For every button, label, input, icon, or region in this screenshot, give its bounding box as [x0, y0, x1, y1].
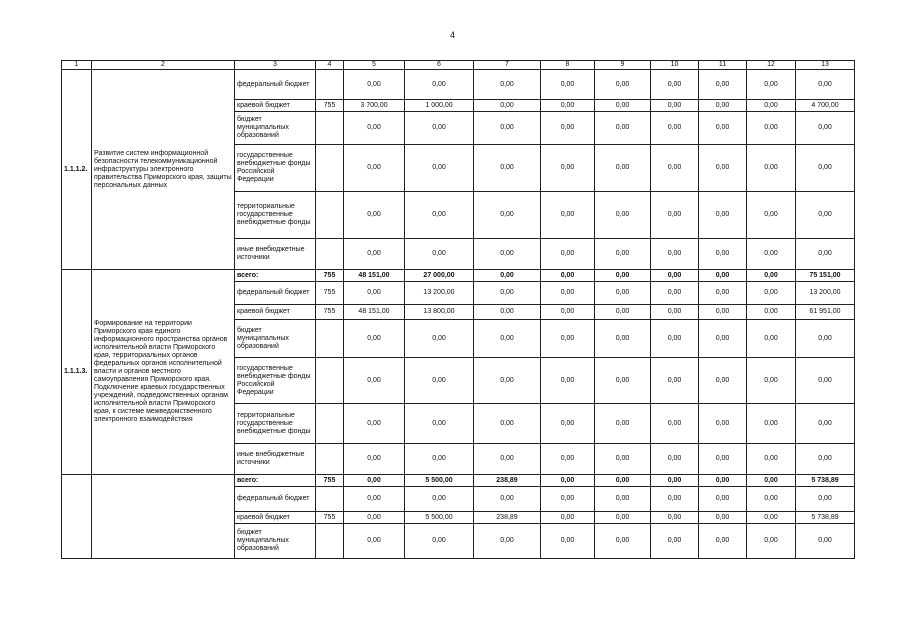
value-cell: 0,00: [405, 444, 474, 475]
funding-source: краевой бюджет: [235, 512, 316, 524]
code-cell: [316, 239, 344, 270]
header-cell: 10: [651, 61, 699, 70]
table-row: [62, 475, 855, 487]
value-cell: 5 738,89: [796, 475, 855, 487]
header-cell: 6: [405, 61, 474, 70]
value-cell: 0,00: [747, 358, 796, 404]
header-cell: 1: [62, 61, 92, 70]
value-cell: 238,89: [474, 512, 541, 524]
value-cell: 48 151,00: [344, 305, 405, 320]
header-row: [62, 61, 855, 70]
code-cell: [316, 320, 344, 358]
value-cell: 0,00: [651, 512, 699, 524]
funding-source: иные внебюджетные источники: [235, 239, 316, 270]
value-cell: 0,00: [474, 305, 541, 320]
code-cell: [316, 112, 344, 145]
page-number: 4: [449, 30, 455, 40]
code-cell: [316, 487, 344, 512]
funding-source: всего:: [235, 475, 316, 487]
value-cell: 3 700,00: [344, 100, 405, 112]
value-cell: 0,00: [796, 524, 855, 559]
value-cell: 0,00: [474, 239, 541, 270]
code-cell: 755: [316, 100, 344, 112]
value-cell: 0,00: [405, 320, 474, 358]
value-cell: 0,00: [595, 145, 651, 192]
value-cell: 0,00: [541, 305, 595, 320]
value-cell: 0,00: [651, 487, 699, 512]
value-cell: 0,00: [595, 404, 651, 444]
value-cell: 0,00: [699, 524, 747, 559]
value-cell: 75 151,00: [796, 270, 855, 282]
value-cell: 0,00: [595, 524, 651, 559]
value-cell: 0,00: [595, 70, 651, 100]
value-cell: 0,00: [405, 239, 474, 270]
value-cell: 0,00: [747, 145, 796, 192]
value-cell: 0,00: [474, 270, 541, 282]
item-code: 1.1.1.3.: [62, 270, 92, 475]
value-cell: 0,00: [595, 192, 651, 239]
value-cell: 0,00: [796, 112, 855, 145]
value-cell: 0,00: [474, 524, 541, 559]
value-cell: 0,00: [796, 320, 855, 358]
value-cell: 0,00: [747, 239, 796, 270]
value-cell: 0,00: [747, 100, 796, 112]
value-cell: 0,00: [651, 282, 699, 305]
value-cell: 0,00: [541, 524, 595, 559]
value-cell: 27 000,00: [405, 270, 474, 282]
value-cell: 13 200,00: [796, 282, 855, 305]
value-cell: 0,00: [595, 475, 651, 487]
value-cell: 0,00: [344, 282, 405, 305]
value-cell: 0,00: [699, 192, 747, 239]
value-cell: 0,00: [344, 475, 405, 487]
value-cell: 0,00: [747, 270, 796, 282]
value-cell: 0,00: [699, 358, 747, 404]
table-body: [62, 61, 855, 559]
code-cell: [316, 444, 344, 475]
funding-source: бюджет муниципальных образований: [235, 320, 316, 358]
funding-source: федеральный бюджет: [235, 282, 316, 305]
value-cell: 0,00: [747, 70, 796, 100]
value-cell: 0,00: [651, 444, 699, 475]
value-cell: 0,00: [651, 270, 699, 282]
header-cell: 7: [474, 61, 541, 70]
value-cell: 0,00: [699, 282, 747, 305]
value-cell: 13 800,00: [405, 305, 474, 320]
value-cell: 0,00: [541, 282, 595, 305]
value-cell: 0,00: [699, 444, 747, 475]
value-cell: 0,00: [541, 192, 595, 239]
value-cell: 0,00: [699, 145, 747, 192]
value-cell: 0,00: [747, 192, 796, 239]
item-name: Формирование на территории Приморского края единого информационного пространства органов исполнительной власти Приморского края, территориальных органов федеральных органов исполнительной власти и органов местного самоуправления Приморского края. Подключение краевых государственных учреждений, подведомственных органам исполнительной власти Приморского края, к системе межведомственного электронного взаимодействия: [92, 270, 235, 475]
value-cell: 0,00: [651, 100, 699, 112]
value-cell: 0,00: [344, 320, 405, 358]
value-cell: 0,00: [541, 512, 595, 524]
value-cell: 0,00: [651, 475, 699, 487]
value-cell: 0,00: [651, 192, 699, 239]
value-cell: 0,00: [541, 487, 595, 512]
funding-source: федеральный бюджет: [235, 487, 316, 512]
value-cell: 0,00: [405, 524, 474, 559]
table-row: [62, 70, 855, 100]
value-cell: 0,00: [796, 358, 855, 404]
value-cell: 0,00: [699, 100, 747, 112]
header-cell: 11: [699, 61, 747, 70]
funding-source: краевой бюджет: [235, 305, 316, 320]
table-row: [62, 270, 855, 282]
value-cell: 0,00: [474, 444, 541, 475]
value-cell: 0,00: [474, 100, 541, 112]
value-cell: 0,00: [541, 112, 595, 145]
value-cell: 0,00: [344, 239, 405, 270]
code-cell: [316, 192, 344, 239]
item-code: 1.1.1.2.: [62, 70, 92, 270]
code-cell: 755: [316, 475, 344, 487]
header-cell: 3: [235, 61, 316, 70]
code-cell: [316, 404, 344, 444]
value-cell: 0,00: [699, 475, 747, 487]
budget-table: [61, 60, 855, 559]
value-cell: 0,00: [747, 305, 796, 320]
value-cell: 0,00: [405, 358, 474, 404]
value-cell: 0,00: [699, 404, 747, 444]
value-cell: 0,00: [405, 192, 474, 239]
value-cell: 0,00: [595, 270, 651, 282]
value-cell: 0,00: [747, 404, 796, 444]
value-cell: 0,00: [541, 404, 595, 444]
value-cell: 0,00: [344, 524, 405, 559]
value-cell: 0,00: [699, 512, 747, 524]
funding-source: всего:: [235, 270, 316, 282]
value-cell: 0,00: [595, 305, 651, 320]
value-cell: 0,00: [405, 112, 474, 145]
funding-source: территориальные государственные внебюджетные фонды: [235, 404, 316, 444]
funding-source: иные внебюджетные источники: [235, 444, 316, 475]
value-cell: 0,00: [651, 112, 699, 145]
value-cell: 0,00: [474, 192, 541, 239]
value-cell: 0,00: [541, 320, 595, 358]
value-cell: 0,00: [595, 100, 651, 112]
value-cell: 0,00: [405, 487, 474, 512]
code-cell: 755: [316, 305, 344, 320]
value-cell: 0,00: [747, 512, 796, 524]
value-cell: 0,00: [595, 444, 651, 475]
value-cell: 0,00: [747, 444, 796, 475]
code-cell: [316, 70, 344, 100]
value-cell: 0,00: [541, 145, 595, 192]
header-cell: 8: [541, 61, 595, 70]
header-cell: 9: [595, 61, 651, 70]
value-cell: 1 000,00: [405, 100, 474, 112]
value-cell: 4 700,00: [796, 100, 855, 112]
value-cell: 0,00: [595, 487, 651, 512]
value-cell: 0,00: [595, 239, 651, 270]
value-cell: 0,00: [651, 70, 699, 100]
value-cell: 0,00: [595, 358, 651, 404]
value-cell: 0,00: [796, 487, 855, 512]
value-cell: 0,00: [796, 145, 855, 192]
value-cell: 5 500,00: [405, 512, 474, 524]
value-cell: 0,00: [344, 444, 405, 475]
value-cell: 0,00: [699, 70, 747, 100]
item-code: [62, 475, 92, 559]
code-cell: [316, 145, 344, 192]
value-cell: 0,00: [344, 512, 405, 524]
header-cell: 4: [316, 61, 344, 70]
value-cell: 0,00: [344, 358, 405, 404]
code-cell: 755: [316, 270, 344, 282]
funding-source: территориальные государственные внебюджетные фонды: [235, 192, 316, 239]
item-name: Развитие систем информационной безопасности телекоммуникационной инфраструктуры электронного правительства Приморского края, защиты персональных данных: [92, 70, 235, 270]
value-cell: 0,00: [699, 487, 747, 512]
value-cell: 5 738,89: [796, 512, 855, 524]
value-cell: 0,00: [474, 112, 541, 145]
value-cell: 0,00: [747, 487, 796, 512]
value-cell: 0,00: [344, 192, 405, 239]
value-cell: 0,00: [344, 487, 405, 512]
code-cell: [316, 358, 344, 404]
value-cell: 238,89: [474, 475, 541, 487]
value-cell: 48 151,00: [344, 270, 405, 282]
value-cell: 0,00: [541, 70, 595, 100]
value-cell: 0,00: [595, 282, 651, 305]
value-cell: 0,00: [747, 282, 796, 305]
value-cell: 0,00: [796, 192, 855, 239]
value-cell: 0,00: [474, 358, 541, 404]
header-cell: 2: [92, 61, 235, 70]
value-cell: 0,00: [796, 70, 855, 100]
value-cell: 0,00: [747, 475, 796, 487]
value-cell: 0,00: [541, 270, 595, 282]
value-cell: 0,00: [651, 305, 699, 320]
value-cell: 0,00: [595, 112, 651, 145]
value-cell: 0,00: [651, 524, 699, 559]
code-cell: 755: [316, 282, 344, 305]
value-cell: 0,00: [796, 444, 855, 475]
value-cell: 0,00: [405, 70, 474, 100]
value-cell: 0,00: [474, 404, 541, 444]
value-cell: 0,00: [344, 145, 405, 192]
value-cell: 13 200,00: [405, 282, 474, 305]
value-cell: 0,00: [474, 487, 541, 512]
value-cell: 0,00: [651, 404, 699, 444]
item-name: [92, 475, 235, 559]
value-cell: 0,00: [474, 145, 541, 192]
value-cell: 0,00: [699, 270, 747, 282]
value-cell: 0,00: [651, 358, 699, 404]
value-cell: 0,00: [699, 239, 747, 270]
funding-source: федеральный бюджет: [235, 70, 316, 100]
funding-source: государственные внебюджетные фонды Российской Федерации: [235, 145, 316, 192]
code-cell: [316, 524, 344, 559]
value-cell: 0,00: [595, 512, 651, 524]
value-cell: 0,00: [405, 404, 474, 444]
funding-source: государственные внебюджетные фонды Российской Федерации: [235, 358, 316, 404]
header-cell: 13: [796, 61, 855, 70]
value-cell: 0,00: [541, 358, 595, 404]
value-cell: 61 951,00: [796, 305, 855, 320]
value-cell: 0,00: [474, 320, 541, 358]
value-cell: 0,00: [541, 475, 595, 487]
value-cell: 0,00: [344, 70, 405, 100]
value-cell: 0,00: [541, 444, 595, 475]
value-cell: 0,00: [344, 112, 405, 145]
code-cell: 755: [316, 512, 344, 524]
value-cell: 0,00: [474, 70, 541, 100]
value-cell: 0,00: [474, 282, 541, 305]
value-cell: 0,00: [699, 305, 747, 320]
funding-source: бюджет муниципальных образований: [235, 112, 316, 145]
value-cell: 5 500,00: [405, 475, 474, 487]
value-cell: 0,00: [747, 112, 796, 145]
value-cell: 0,00: [796, 239, 855, 270]
value-cell: 0,00: [699, 320, 747, 358]
value-cell: 0,00: [699, 112, 747, 145]
header-cell: 5: [344, 61, 405, 70]
value-cell: 0,00: [405, 145, 474, 192]
value-cell: 0,00: [651, 145, 699, 192]
value-cell: 0,00: [651, 320, 699, 358]
value-cell: 0,00: [541, 100, 595, 112]
value-cell: 0,00: [747, 320, 796, 358]
funding-source: бюджет муниципальных образований: [235, 524, 316, 559]
header-cell: 12: [747, 61, 796, 70]
value-cell: 0,00: [344, 404, 405, 444]
value-cell: 0,00: [747, 524, 796, 559]
funding-source: краевой бюджет: [235, 100, 316, 112]
value-cell: 0,00: [796, 404, 855, 444]
value-cell: 0,00: [595, 320, 651, 358]
value-cell: 0,00: [541, 239, 595, 270]
value-cell: 0,00: [651, 239, 699, 270]
